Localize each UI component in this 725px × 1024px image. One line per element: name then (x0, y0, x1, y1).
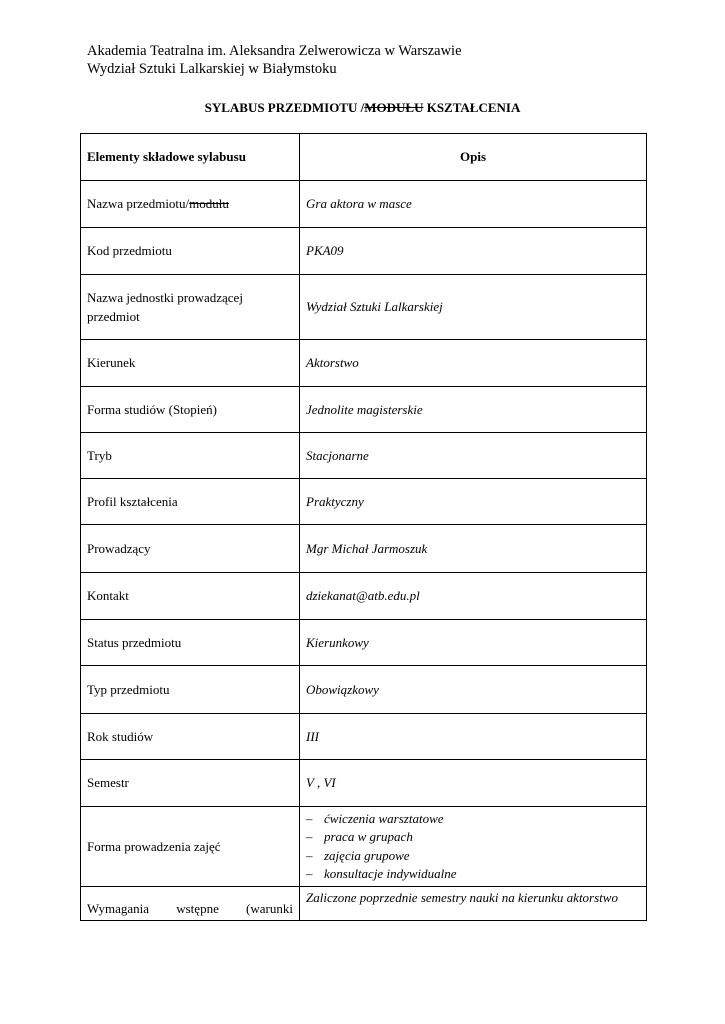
list-item (306, 847, 640, 866)
list-item-text: konsultacje indywidualne (324, 866, 457, 881)
table-row (81, 181, 647, 228)
label-word: Wymagania (87, 901, 150, 916)
col2-header: Opis (300, 134, 647, 181)
row-label: Rok studiów (81, 714, 300, 760)
row-label-justified (87, 901, 293, 917)
row-label-struck: modułu (189, 196, 229, 211)
title-part1: SYLABUS PRZEDMIOTU / (204, 100, 365, 115)
title-struck: MODUŁU (364, 100, 424, 115)
table-row (81, 573, 647, 620)
row-value: Kierunkowy (300, 620, 647, 666)
row-label (81, 181, 300, 228)
list-item (306, 828, 640, 847)
list-item-text: praca w grupach (324, 829, 413, 844)
table-row (81, 525, 647, 573)
row-value: Gra aktora w masce (300, 181, 647, 228)
row-value: V , VI (300, 760, 647, 807)
row-label: Semestr (81, 760, 300, 807)
table-header-row (81, 134, 647, 181)
faculty-name: Wydział Sztuki Lalkarskiej w Białymstoku (87, 61, 337, 77)
table-row (81, 807, 647, 887)
row-label-line1: Nazwa jednostki prowadzącej (87, 290, 243, 305)
row-value: Stacjonarne (300, 433, 647, 479)
table-row (81, 666, 647, 714)
row-value: Mgr Michał Jarmoszuk (300, 525, 647, 573)
document-title (0, 100, 725, 116)
row-label (81, 887, 300, 921)
row-label (81, 275, 300, 340)
table-row (81, 340, 647, 387)
row-label: Kod przedmiotu (81, 228, 300, 275)
row-label: Kierunek (81, 340, 300, 387)
label-word: (warunki (246, 901, 293, 916)
row-value: Wydział Sztuki Lalkarskiej (300, 275, 647, 340)
dash-bullet: – (306, 866, 313, 881)
row-value: PKA09 (300, 228, 647, 275)
list-item-text: zajęcia grupowe (324, 847, 410, 863)
title-part2: KSZTAŁCENIA (423, 100, 521, 115)
dash-bullet: – (306, 829, 313, 844)
teaching-forms-list (306, 810, 640, 884)
row-label-line2: przedmiot (87, 309, 140, 324)
list-item (306, 865, 640, 884)
row-label: Kontakt (81, 573, 300, 620)
row-label: Typ przedmiotu (81, 666, 300, 714)
row-value: dziekanat@atb.edu.pl (300, 573, 647, 620)
row-label: Tryb (81, 433, 300, 479)
row-value: Zaliczone poprzednie semestry nauki na kierunku aktorstwo (300, 887, 647, 921)
dash-bullet: – (306, 810, 313, 826)
table-row (81, 228, 647, 275)
row-label-text: Nazwa przedmiotu/ (87, 196, 190, 211)
row-value: Praktyczny (300, 479, 647, 525)
row-value: Obowiązkowy (300, 666, 647, 714)
row-label: Forma prowadzenia zajęć (81, 807, 300, 887)
institution-name: Akademia Teatralna im. Aleksandra Zelwerowicza w Warszawie (87, 43, 462, 59)
list-item-text: ćwiczenia warsztatowe (324, 810, 444, 826)
table-row (81, 275, 647, 340)
col1-header: Elementy składowe sylabusu (81, 134, 300, 181)
row-value (300, 807, 647, 887)
dash-bullet: – (306, 847, 313, 863)
syllabus-table (80, 133, 647, 921)
document-header (87, 42, 462, 78)
row-label: Forma studiów (Stopień) (81, 387, 300, 433)
row-value: III (300, 714, 647, 760)
table-row (81, 760, 647, 807)
table-row (81, 714, 647, 760)
table-row (81, 479, 647, 525)
label-word: wstępne (176, 901, 219, 916)
table-row (81, 620, 647, 666)
row-value: Aktorstwo (300, 340, 647, 387)
table-row (81, 387, 647, 433)
row-label: Status przedmiotu (81, 620, 300, 666)
row-label: Prowadzący (81, 525, 300, 573)
table-row (81, 887, 647, 921)
table-row (81, 433, 647, 479)
list-item (306, 810, 640, 829)
row-value: Jednolite magisterskie (300, 387, 647, 433)
row-label: Profil kształcenia (81, 479, 300, 525)
